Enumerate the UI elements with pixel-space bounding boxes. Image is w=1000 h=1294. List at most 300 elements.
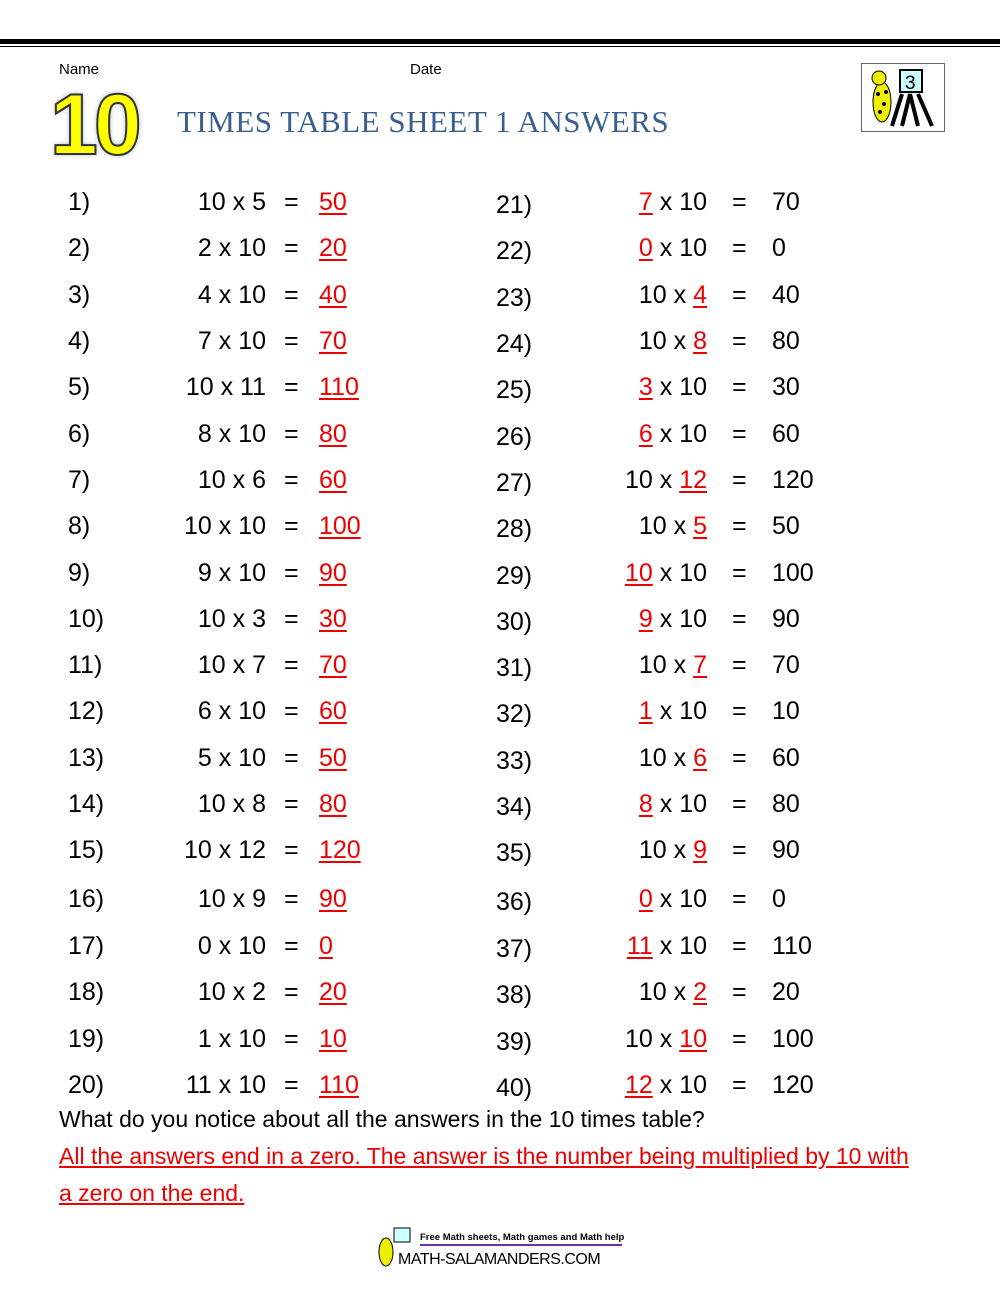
- factor-b: 5: [693, 512, 707, 540]
- problem-row: [496, 645, 856, 685]
- factor-b: 10: [679, 234, 707, 262]
- problem-expression: [198, 182, 266, 222]
- problem-row: [68, 691, 428, 731]
- problem-row: [496, 321, 856, 361]
- times-sign: x: [659, 605, 673, 633]
- problem-row: [68, 275, 428, 315]
- equals-sign: =: [732, 932, 747, 960]
- equals-sign: =: [732, 234, 747, 262]
- problem-expression: [639, 321, 707, 361]
- problem-number: 19): [68, 1025, 105, 1053]
- problem-row: [68, 738, 428, 778]
- equals-sign: =: [732, 373, 747, 401]
- equals-sign: =: [732, 559, 747, 587]
- problem-expression: [198, 553, 266, 593]
- problem-number: 5): [68, 373, 91, 401]
- answer: 90: [319, 885, 347, 913]
- factor-b: 10: [679, 605, 707, 633]
- factor-b: 10: [238, 327, 266, 355]
- problem-expression: [639, 182, 707, 222]
- problem-expression: [639, 645, 707, 685]
- factor-a: 10: [185, 373, 214, 401]
- answer: 20: [772, 978, 800, 1006]
- problem-number: 9): [68, 559, 91, 587]
- factor-a: 10: [638, 744, 667, 772]
- equals-sign: =: [284, 1025, 299, 1053]
- problem-row: [496, 506, 856, 546]
- problem-row: [496, 879, 856, 919]
- equals-sign: =: [284, 188, 299, 216]
- problem-row: [496, 367, 856, 407]
- answer: 30: [772, 373, 800, 401]
- problem-expression: [639, 275, 707, 315]
- footer-site: MATH-SALAMANDERS.COM: [398, 1251, 601, 1268]
- answer: 60: [772, 744, 800, 772]
- problem-expression: [186, 367, 266, 407]
- answer: 20: [319, 978, 347, 1006]
- equals-sign: =: [732, 836, 747, 864]
- logo-digit: 3: [905, 73, 916, 94]
- factor-a: 10: [197, 651, 226, 679]
- equals-sign: =: [732, 281, 747, 309]
- problem-expression: [639, 414, 707, 454]
- equals-sign: =: [732, 885, 747, 913]
- times-sign: x: [659, 559, 673, 587]
- factor-b: 9: [252, 885, 266, 913]
- factor-b: 10: [679, 790, 707, 818]
- times-sign: x: [218, 697, 232, 725]
- equals-sign: =: [732, 466, 747, 494]
- problem-row: [68, 506, 428, 546]
- problem-row: [68, 926, 428, 966]
- times-sign: x: [218, 836, 232, 864]
- problem-row: [68, 972, 428, 1012]
- factor-a: 10: [638, 836, 667, 864]
- times-sign: x: [659, 1071, 673, 1099]
- question-text: What do you notice about all the answers in the 10 times table?: [59, 1106, 705, 1132]
- equals-sign: =: [284, 932, 299, 960]
- problem-expression: [198, 321, 266, 361]
- problem-number: 24): [496, 330, 533, 358]
- factor-b: 10: [238, 512, 266, 540]
- answer: 90: [772, 605, 800, 633]
- factor-b: 10: [238, 1025, 266, 1053]
- equals-sign: =: [732, 605, 747, 633]
- answer: 60: [772, 420, 800, 448]
- equals-sign: =: [732, 420, 747, 448]
- answer: 20: [319, 234, 347, 262]
- top-rule-thin: [0, 46, 1000, 47]
- problem-row: [68, 1019, 428, 1059]
- times-sign: x: [673, 651, 687, 679]
- times-sign: x: [659, 188, 673, 216]
- answer: 100: [319, 512, 361, 540]
- times-sign: x: [218, 420, 232, 448]
- page-title: TIMES TABLE SHEET 1 ANSWERS: [177, 104, 670, 139]
- problem-expression: [198, 926, 266, 966]
- factor-b: 10: [238, 744, 266, 772]
- factor-a: 10: [197, 188, 226, 216]
- factor-a: 10: [638, 651, 667, 679]
- answer: 90: [772, 836, 800, 864]
- problem-expression: [198, 275, 266, 315]
- times-sign: x: [659, 466, 673, 494]
- problem-number: 4): [68, 327, 91, 355]
- problem-number: 22): [496, 237, 533, 265]
- problem-row: [496, 972, 856, 1012]
- equals-sign: =: [284, 512, 299, 540]
- problem-number: 12): [68, 697, 105, 725]
- equals-sign: =: [732, 978, 747, 1006]
- answer: 60: [319, 697, 347, 725]
- factor-b: 6: [252, 466, 266, 494]
- problem-row: [496, 738, 856, 778]
- factor-b: 10: [679, 188, 707, 216]
- factor-a: 2: [197, 234, 212, 262]
- problem-number: 7): [68, 466, 91, 494]
- factor-a: 10: [624, 559, 653, 587]
- factor-a: 7: [197, 327, 212, 355]
- problem-row: [68, 830, 428, 870]
- problem-number: 3): [68, 281, 91, 309]
- equals-sign: =: [732, 327, 747, 355]
- times-sign: x: [673, 978, 687, 1006]
- equals-sign: =: [284, 1071, 299, 1099]
- answer: 30: [319, 605, 347, 633]
- problem-row: [496, 784, 856, 824]
- factor-a: 10: [183, 512, 212, 540]
- factor-b: 10: [679, 1025, 707, 1053]
- times-sign: x: [218, 327, 232, 355]
- times-sign: x: [218, 512, 232, 540]
- times-sign: x: [659, 234, 673, 262]
- factor-b: 10: [679, 559, 707, 587]
- problem-number: 35): [496, 839, 533, 867]
- problem-number: 27): [496, 469, 533, 497]
- factor-a: 9: [638, 605, 653, 633]
- problem-number: 37): [496, 935, 533, 963]
- problem-row: [68, 879, 428, 919]
- factor-b: 10: [238, 281, 266, 309]
- problem-number: 13): [68, 744, 105, 772]
- answer: 110: [772, 932, 812, 960]
- times-sign: x: [673, 512, 687, 540]
- factor-b: 3: [252, 605, 266, 633]
- equals-sign: =: [732, 512, 747, 540]
- factor-b: 2: [693, 978, 707, 1006]
- factor-a: 11: [626, 932, 653, 960]
- answer: 70: [319, 651, 347, 679]
- problem-number: 18): [68, 978, 105, 1006]
- answer: 70: [772, 188, 800, 216]
- factor-a: 10: [183, 836, 212, 864]
- problem-row: [496, 275, 856, 315]
- factor-b: 12: [679, 466, 707, 494]
- problem-expression: [639, 599, 707, 639]
- factor-a: 0: [638, 234, 653, 262]
- date-label: Date: [410, 61, 442, 78]
- times-sign: x: [220, 373, 234, 401]
- answer: 10: [319, 1025, 347, 1053]
- factor-b: 4: [693, 281, 707, 309]
- problem-row: [496, 691, 856, 731]
- answer: 80: [319, 420, 347, 448]
- problem-expression: [198, 784, 266, 824]
- equals-sign: =: [284, 559, 299, 587]
- problem-number: 36): [496, 888, 533, 916]
- problem-number: 23): [496, 284, 533, 312]
- factor-b: 6: [693, 744, 707, 772]
- factor-b: 12: [238, 836, 266, 864]
- problem-number: 1): [68, 188, 91, 216]
- factor-b: 10: [679, 1071, 707, 1099]
- factor-b: 10: [238, 420, 266, 448]
- factor-a: 0: [638, 885, 653, 913]
- equals-sign: =: [284, 605, 299, 633]
- times-sign: x: [218, 559, 232, 587]
- factor-a: 10: [197, 978, 226, 1006]
- answer: 0: [319, 932, 333, 960]
- answer: 0: [772, 234, 786, 262]
- answer: 100: [772, 559, 814, 587]
- problem-number: 32): [496, 700, 533, 728]
- factor-a: 12: [624, 1071, 653, 1099]
- problem-row: [68, 367, 428, 407]
- equals-sign: =: [284, 790, 299, 818]
- problem-row: [496, 599, 856, 639]
- problem-number: 14): [68, 790, 105, 818]
- equals-sign: =: [732, 1025, 747, 1053]
- problem-row: [496, 182, 856, 222]
- problem-row: [68, 784, 428, 824]
- factor-b: 10: [679, 420, 707, 448]
- problem-row: [68, 228, 428, 268]
- answer: 70: [319, 327, 347, 355]
- problem-row: [496, 926, 856, 966]
- times-sign: x: [673, 836, 687, 864]
- equals-sign: =: [284, 466, 299, 494]
- name-label: Name: [59, 61, 100, 78]
- factor-b: 7: [252, 651, 266, 679]
- times-sign: x: [218, 281, 232, 309]
- problem-number: 30): [496, 608, 533, 636]
- answer: 50: [319, 188, 347, 216]
- factor-a: 5: [197, 744, 212, 772]
- equals-sign: =: [284, 281, 299, 309]
- times-sign: x: [232, 651, 246, 679]
- problem-number: 16): [68, 885, 105, 913]
- problem-expression: [639, 738, 707, 778]
- times-sign: x: [232, 978, 246, 1006]
- problem-number: 10): [68, 605, 105, 633]
- problem-number: 34): [496, 793, 533, 821]
- big-number: 10: [50, 77, 138, 173]
- problem-row: [68, 599, 428, 639]
- times-sign: x: [673, 281, 687, 309]
- times-sign: x: [218, 1025, 232, 1053]
- factor-a: 10: [197, 885, 226, 913]
- factor-a: 1: [197, 1025, 212, 1053]
- problem-number: 2): [68, 234, 91, 262]
- answer: 80: [319, 790, 347, 818]
- factor-b: 10: [679, 932, 707, 960]
- salamander-logo: [861, 63, 945, 132]
- times-sign: x: [232, 188, 246, 216]
- problem-number: 25): [496, 376, 533, 404]
- problem-expression: [198, 972, 266, 1012]
- equals-sign: =: [284, 744, 299, 772]
- times-sign: x: [232, 790, 246, 818]
- times-sign: x: [659, 1025, 673, 1053]
- answer: 120: [772, 1071, 814, 1099]
- answer: 120: [772, 466, 814, 494]
- answer: 40: [319, 281, 347, 309]
- problem-row: [496, 460, 856, 500]
- problem-number: 33): [496, 747, 533, 775]
- factor-a: 8: [638, 790, 653, 818]
- problem-expression: [184, 506, 266, 546]
- factor-b: 5: [252, 188, 266, 216]
- answer: 0: [772, 885, 786, 913]
- equals-sign: =: [284, 885, 299, 913]
- problem-row: [496, 830, 856, 870]
- times-sign: x: [232, 466, 246, 494]
- problem-expression: [639, 879, 707, 919]
- factor-a: 4: [197, 281, 212, 309]
- factor-a: 1: [638, 697, 653, 725]
- factor-a: 6: [197, 697, 212, 725]
- answer: 40: [772, 281, 800, 309]
- factor-a: 9: [197, 559, 212, 587]
- times-sign: x: [218, 932, 232, 960]
- times-sign: x: [673, 327, 687, 355]
- problem-number: 6): [68, 420, 91, 448]
- equals-sign: =: [284, 697, 299, 725]
- answer: 10: [772, 697, 800, 725]
- equals-sign: =: [732, 1071, 747, 1099]
- times-sign: x: [659, 790, 673, 818]
- factor-a: 10: [624, 1025, 653, 1053]
- problem-number: 17): [68, 932, 105, 960]
- answer: 80: [772, 327, 800, 355]
- problem-number: 29): [496, 562, 533, 590]
- equals-sign: =: [732, 651, 747, 679]
- factor-b: 2: [252, 978, 266, 1006]
- problem-expression: [639, 784, 707, 824]
- problem-row: [68, 414, 428, 454]
- equals-sign: =: [284, 651, 299, 679]
- problem-expression: [198, 691, 266, 731]
- times-sign: x: [659, 373, 673, 401]
- equals-sign: =: [284, 978, 299, 1006]
- problem-number: 20): [68, 1071, 105, 1099]
- equals-sign: =: [732, 188, 747, 216]
- times-sign: x: [232, 885, 246, 913]
- problem-expression: [198, 414, 266, 454]
- problem-expression: [198, 460, 266, 500]
- factor-a: 6: [638, 420, 653, 448]
- equals-sign: =: [284, 373, 299, 401]
- answer: 110: [319, 373, 359, 401]
- answer: 50: [319, 744, 347, 772]
- factor-b: 7: [693, 651, 707, 679]
- problem-expression: [184, 830, 266, 870]
- problem-number: 8): [68, 512, 91, 540]
- problem-row: [496, 228, 856, 268]
- factor-b: 8: [252, 790, 266, 818]
- problem-number: 15): [68, 836, 105, 864]
- times-sign: x: [659, 697, 673, 725]
- problem-row: [68, 321, 428, 361]
- factor-a: 3: [638, 373, 653, 401]
- factor-a: 10: [638, 327, 667, 355]
- problem-expression: [625, 553, 707, 593]
- factor-a: 10: [197, 605, 226, 633]
- equals-sign: =: [732, 697, 747, 725]
- problem-expression: [625, 460, 707, 500]
- equals-sign: =: [732, 790, 747, 818]
- problem-number: 28): [496, 515, 533, 543]
- answer: 90: [319, 559, 347, 587]
- answer-text: All the answers end in a zero. The answer is the number being multiplied by 10 with a zero on the end.: [59, 1143, 909, 1206]
- factor-b: 10: [679, 373, 707, 401]
- answer: 80: [772, 790, 800, 818]
- problem-row: [68, 553, 428, 593]
- problem-row: [496, 414, 856, 454]
- answer: 120: [319, 836, 361, 864]
- problem-expression: [639, 228, 707, 268]
- times-sign: x: [659, 885, 673, 913]
- times-sign: x: [218, 744, 232, 772]
- problem-expression: [639, 367, 707, 407]
- times-sign: x: [232, 605, 246, 633]
- problem-expression: [186, 1065, 266, 1105]
- problem-number: 38): [496, 981, 533, 1009]
- factor-b: 10: [238, 234, 266, 262]
- problem-expression: [198, 738, 266, 778]
- problem-expression: [198, 599, 266, 639]
- answer: 70: [772, 651, 800, 679]
- footer-logo: [372, 1226, 628, 1270]
- problem-expression: [625, 1065, 707, 1105]
- factor-b: 10: [238, 559, 266, 587]
- problem-expression: [639, 506, 707, 546]
- problem-row: [496, 1065, 856, 1105]
- problem-row: [68, 182, 428, 222]
- problem-expression: [198, 228, 266, 268]
- problem-expression: [639, 691, 707, 731]
- answer: 110: [319, 1071, 359, 1099]
- top-rule: [0, 39, 1000, 44]
- factor-a: 10: [638, 281, 667, 309]
- factor-a: 10: [197, 790, 226, 818]
- problem-expression: [639, 972, 707, 1012]
- problem-expression: [639, 830, 707, 870]
- factor-a: 10: [638, 512, 667, 540]
- problem-number: 39): [496, 1028, 533, 1056]
- factor-a: 11: [185, 1071, 212, 1099]
- times-sign: x: [218, 1071, 232, 1099]
- times-sign: x: [659, 932, 673, 960]
- problem-expression: [198, 645, 266, 685]
- problem-row: [68, 460, 428, 500]
- times-sign: x: [659, 420, 673, 448]
- answer: 50: [772, 512, 800, 540]
- answer: 60: [319, 466, 347, 494]
- times-sign: x: [673, 744, 687, 772]
- problem-expression: [625, 1019, 707, 1059]
- equals-sign: =: [284, 327, 299, 355]
